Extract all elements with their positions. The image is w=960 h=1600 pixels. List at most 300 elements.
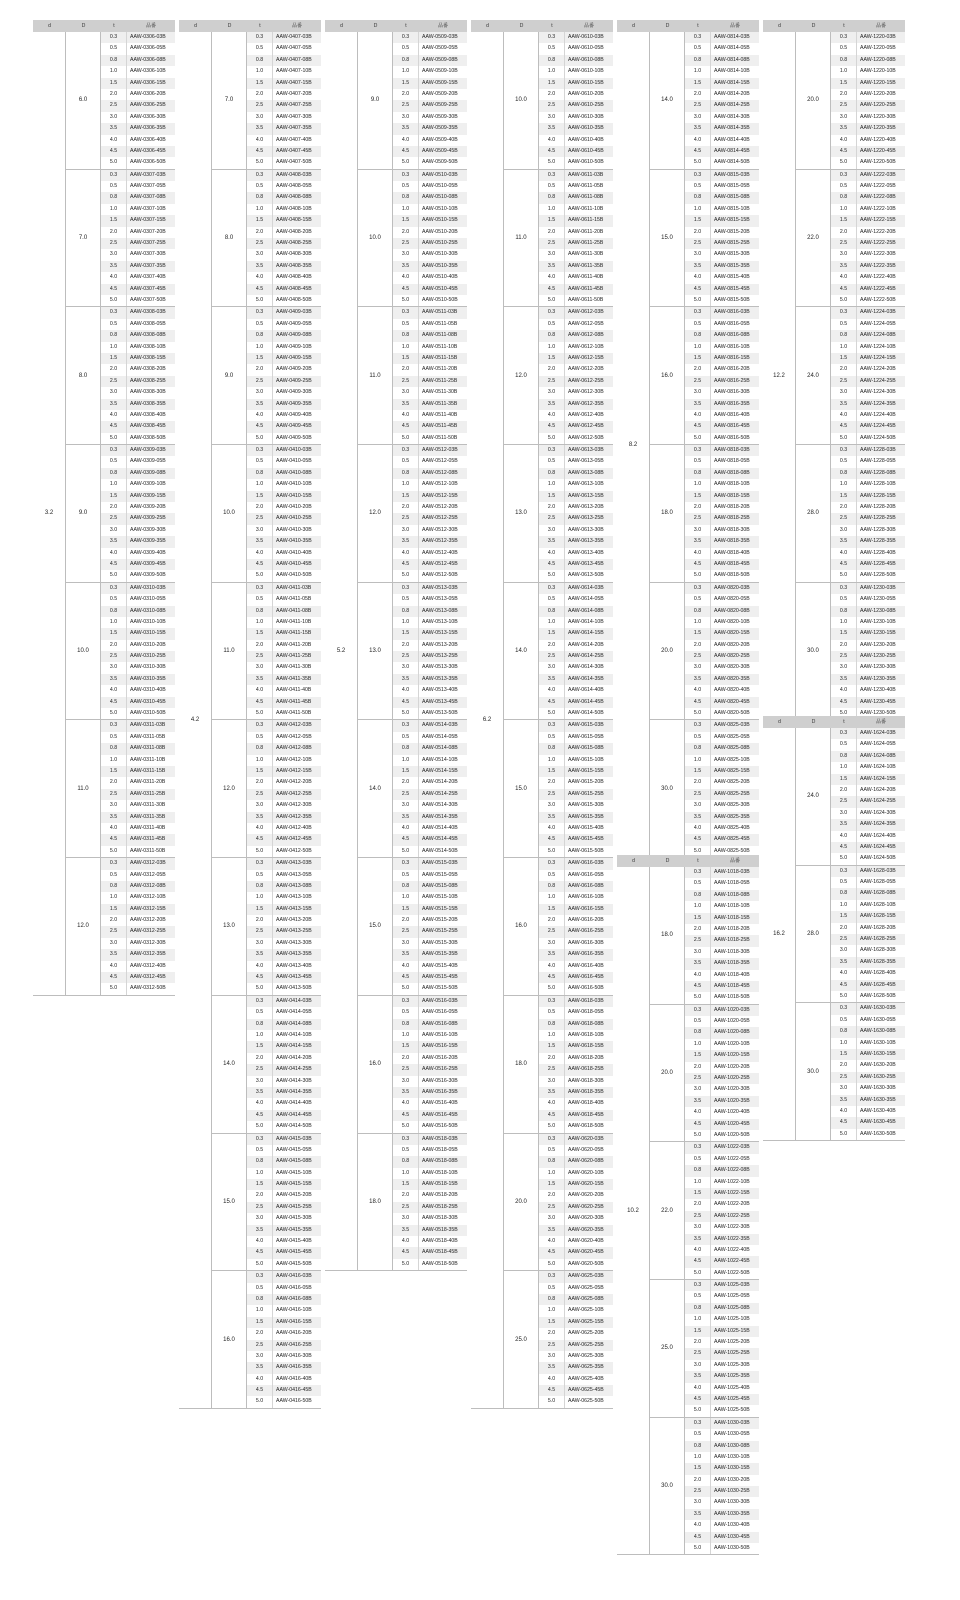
t-value: 2.0 — [101, 89, 127, 100]
t-value: 1.0 — [393, 479, 419, 490]
part-number: AAW-1030-15B — [714, 1465, 750, 1472]
rows — [247, 170, 321, 307]
D-value: 12.0 — [66, 858, 101, 995]
part-number: AAW-0513-20B — [422, 641, 458, 648]
t-value: 1.0 — [685, 1039, 711, 1050]
table-row — [539, 100, 613, 111]
t-value: 1.0 — [393, 617, 419, 628]
t-value: 0.3 — [247, 858, 273, 869]
part-number: AAW-0409-20B — [276, 366, 312, 373]
part-number: AAW-0511-30B — [422, 389, 458, 396]
t-value: 0.3 — [101, 445, 127, 456]
part-number: AAW-1222-03B — [860, 171, 896, 178]
part-number: AAW-0514-35B — [422, 813, 458, 820]
table-row — [539, 238, 613, 249]
table-row — [247, 410, 321, 421]
part-number: AAW-1222-05B — [860, 183, 896, 190]
t-value: 1.0 — [539, 1030, 565, 1041]
table-row — [101, 399, 175, 410]
t-value: 3.0 — [685, 662, 711, 673]
t-value: 4.0 — [831, 272, 857, 283]
t-value: 1.0 — [685, 617, 711, 628]
t-value: 5.0 — [685, 157, 711, 168]
table-row — [831, 100, 905, 111]
table-row — [247, 181, 321, 192]
part-number: AAW-0410-05B — [276, 458, 312, 465]
table-row — [831, 628, 905, 639]
part-number: AAW-1220-40B — [860, 136, 896, 143]
table-row — [831, 330, 905, 341]
part-number: AAW-0814-10B — [714, 68, 750, 75]
table-row — [685, 1005, 759, 1016]
part-number: AAW-0306-08B — [130, 56, 166, 63]
t-value: 2.0 — [247, 89, 273, 100]
table-row — [247, 926, 321, 937]
table-row — [393, 55, 467, 66]
table-row — [685, 935, 759, 946]
t-value: 5.0 — [247, 1121, 273, 1132]
rows — [539, 996, 613, 1133]
t-value: 1.5 — [393, 904, 419, 915]
table-row — [685, 1268, 759, 1279]
part-number: AAW-0310-45B — [130, 698, 166, 705]
table-row — [831, 204, 905, 215]
part-number: AAW-0613-40B — [568, 549, 604, 556]
table-row — [247, 146, 321, 157]
t-value: 5.0 — [539, 1259, 565, 1270]
part-number: AAW-0611-30B — [568, 251, 604, 258]
t-value: 0.5 — [247, 181, 273, 192]
part-number: AAW-0409-30B — [276, 389, 312, 396]
table-row — [247, 1317, 321, 1328]
header-D: D — [373, 23, 378, 29]
table-row — [539, 261, 613, 272]
t-value: 1.0 — [101, 479, 127, 490]
table-row — [101, 559, 175, 570]
t-value: 5.0 — [393, 983, 419, 994]
table-row — [685, 617, 759, 628]
rows — [247, 32, 321, 169]
part-number: AAW-0612-05B — [568, 320, 604, 327]
table-row — [831, 32, 905, 43]
t-value: 0.8 — [831, 888, 857, 899]
t-value: 4.5 — [685, 284, 711, 295]
part-number: AAW-0510-45B — [422, 285, 458, 292]
t-value: 0.8 — [831, 606, 857, 617]
header-part-number: 品番 — [583, 23, 594, 29]
t-value: 3.0 — [685, 249, 711, 260]
part-number: AAW-0311-40B — [130, 824, 166, 831]
part-number: AAW-1020-08B — [714, 1029, 750, 1036]
part-number: AAW-0518-40B — [422, 1238, 458, 1245]
part-number: AAW-0814-45B — [714, 147, 750, 154]
t-value: 1.0 — [247, 479, 273, 490]
part-number: AAW-0515-30B — [422, 939, 458, 946]
table-row — [393, 628, 467, 639]
t-value: 3.5 — [685, 674, 711, 685]
part-number: AAW-0612-25B — [568, 377, 604, 384]
part-number: AAW-0814-30B — [714, 113, 750, 120]
t-value: 1.5 — [685, 78, 711, 89]
t-value: 4.0 — [247, 548, 273, 559]
t-value: 4.0 — [101, 823, 127, 834]
part-number: AAW-0816-20B — [714, 366, 750, 373]
table-row — [539, 215, 613, 226]
part-number: AAW-0308-20B — [130, 366, 166, 373]
part-number: AAW-0415-45B — [276, 1249, 312, 1256]
table-row — [247, 78, 321, 89]
table-row — [685, 43, 759, 54]
table-row — [101, 570, 175, 581]
part-number: AAW-1230-40B — [860, 687, 896, 694]
t-value: 2.5 — [101, 238, 127, 249]
part-number: AAW-0625-08B — [568, 1295, 604, 1302]
header-t: t — [259, 23, 261, 29]
part-number: AAW-0815-35B — [714, 262, 750, 269]
table-row — [101, 583, 175, 594]
part-number: AAW-0815-20B — [714, 228, 750, 235]
part-number: AAW-1220-15B — [860, 79, 896, 86]
d-column-12.2 — [763, 20, 905, 720]
table-row — [393, 915, 467, 926]
table-row — [685, 594, 759, 605]
t-value: 0.5 — [393, 43, 419, 54]
table-row — [685, 1107, 759, 1118]
part-number: AAW-0509-03B — [422, 34, 458, 40]
table-row — [539, 583, 613, 594]
D-group — [358, 996, 467, 1134]
table-row — [685, 1177, 759, 1188]
header-d: d — [632, 858, 635, 864]
table-row — [247, 846, 321, 857]
t-value: 0.3 — [247, 1271, 273, 1282]
t-value: 4.0 — [685, 410, 711, 421]
t-value: 3.5 — [685, 536, 711, 547]
part-number: AAW-0825-20B — [714, 779, 750, 786]
part-number: AAW-0816-25B — [714, 377, 750, 384]
t-value: 0.3 — [393, 583, 419, 594]
table-row — [539, 536, 613, 547]
part-number: AAW-0412-30B — [276, 802, 312, 809]
t-value: 4.5 — [831, 697, 857, 708]
table-row — [393, 1259, 467, 1270]
table-row — [393, 307, 467, 318]
t-value: 1.5 — [831, 1049, 857, 1060]
t-value: 0.5 — [247, 1283, 273, 1294]
table-row — [393, 387, 467, 398]
part-number: AAW-1224-03B — [860, 309, 896, 316]
part-number: AAW-0510-20B — [422, 228, 458, 235]
t-value: 2.5 — [685, 651, 711, 662]
table-row — [247, 789, 321, 800]
part-number: AAW-0416-25B — [276, 1341, 312, 1348]
table-row — [101, 387, 175, 398]
table-row — [247, 100, 321, 111]
part-number: AAW-0408-03B — [276, 171, 312, 178]
table-row — [247, 112, 321, 123]
t-value: 4.0 — [247, 135, 273, 146]
table-row — [539, 570, 613, 581]
column-header — [763, 20, 905, 32]
t-value: 0.8 — [685, 330, 711, 341]
header-t: t — [843, 23, 845, 29]
part-number: AAW-0518-20B — [422, 1192, 458, 1199]
table-row — [685, 1497, 759, 1508]
t-value: 4.5 — [393, 834, 419, 845]
part-number: AAW-0516-15B — [422, 1043, 458, 1050]
t-value: 0.8 — [685, 192, 711, 203]
table-row — [247, 743, 321, 754]
rows — [831, 866, 905, 1003]
part-number: AAW-0408-30B — [276, 251, 312, 258]
part-number: AAW-0618-05B — [568, 1009, 604, 1016]
table-row — [247, 1053, 321, 1064]
table-row — [539, 295, 613, 306]
table-row — [685, 789, 759, 800]
D-group — [504, 996, 613, 1134]
t-value: 0.3 — [539, 720, 565, 731]
part-number: AAW-0620-40B — [568, 1238, 604, 1245]
table-row — [247, 387, 321, 398]
table-row — [247, 342, 321, 353]
part-number: AAW-0620-45B — [568, 1249, 604, 1256]
t-value: 1.0 — [831, 762, 857, 773]
d-column-8.2 — [617, 20, 759, 858]
part-number: AAW-0308-50B — [130, 434, 166, 441]
table-row — [539, 1362, 613, 1373]
part-number: AAW-1230-15B — [860, 630, 896, 637]
part-number: AAW-0825-50B — [714, 847, 750, 854]
t-value: 1.5 — [101, 904, 127, 915]
table-row — [831, 364, 905, 375]
table-row — [539, 640, 613, 651]
part-number: AAW-0825-05B — [714, 733, 750, 740]
table-row — [101, 146, 175, 157]
t-value: 1.5 — [247, 353, 273, 364]
t-value: 5.0 — [685, 708, 711, 719]
t-value: 0.8 — [101, 192, 127, 203]
part-number: AAW-1025-40B — [714, 1384, 750, 1391]
rows — [685, 1280, 759, 1417]
table-row — [247, 961, 321, 972]
part-number: AAW-1224-25B — [860, 377, 896, 384]
part-number: AAW-1628-08B — [860, 890, 896, 897]
table-row — [831, 284, 905, 295]
t-value: 4.5 — [539, 559, 565, 570]
table-row — [393, 1053, 467, 1064]
t-value: 2.0 — [831, 923, 857, 934]
table-row — [393, 949, 467, 960]
table-row — [685, 135, 759, 146]
part-number: AAW-0612-03B — [568, 309, 604, 316]
t-value: 0.8 — [685, 468, 711, 479]
part-number: AAW-0514-10B — [422, 756, 458, 763]
part-number: AAW-0818-20B — [714, 504, 750, 511]
part-number: AAW-1018-15B — [714, 914, 750, 921]
t-value: 4.0 — [539, 685, 565, 696]
D-group — [504, 32, 613, 170]
t-value: 4.5 — [685, 834, 711, 845]
part-number: AAW-0411-45B — [276, 698, 312, 705]
part-number: AAW-0510-40B — [422, 274, 458, 281]
part-number: AAW-0625-03B — [568, 1273, 604, 1280]
rows — [685, 307, 759, 444]
t-value: 4.5 — [539, 1247, 565, 1258]
table-row — [247, 227, 321, 238]
table-row — [393, 1041, 467, 1052]
part-number: AAW-0610-25B — [568, 102, 604, 109]
table-row — [539, 892, 613, 903]
part-number: AAW-0306-03B — [130, 34, 166, 40]
table-row — [101, 89, 175, 100]
table-row — [685, 992, 759, 1003]
part-number: AAW-0615-35B — [568, 813, 604, 820]
table-row — [831, 525, 905, 536]
D-stack — [358, 32, 467, 1271]
t-value: 2.5 — [685, 789, 711, 800]
t-value: 4.0 — [247, 823, 273, 834]
D-group — [796, 866, 905, 1004]
table-row — [101, 892, 175, 903]
rows — [685, 1142, 759, 1279]
part-number: AAW-0612-15B — [568, 354, 604, 361]
table-row — [393, 399, 467, 410]
part-number: AAW-0410-15B — [276, 492, 312, 499]
table-row — [393, 32, 467, 43]
t-value: 1.0 — [685, 342, 711, 353]
t-value: 4.5 — [393, 421, 419, 432]
t-value: 3.0 — [247, 387, 273, 398]
table-row — [247, 949, 321, 960]
table-row — [539, 1030, 613, 1041]
part-number: AAW-0307-35B — [130, 262, 166, 269]
t-value: 3.0 — [101, 112, 127, 123]
part-number: AAW-0516-30B — [422, 1077, 458, 1084]
D-value: 22.0 — [650, 1142, 685, 1279]
t-value: 1.5 — [685, 1188, 711, 1199]
part-number: AAW-0625-45B — [568, 1387, 604, 1394]
part-number: AAW-0309-10B — [130, 481, 166, 488]
t-value: 0.3 — [685, 867, 711, 878]
t-value: 1.5 — [101, 766, 127, 777]
t-value: 0.3 — [539, 32, 565, 43]
t-value: 3.0 — [539, 1213, 565, 1224]
part-number: AAW-0307-03B — [130, 171, 166, 178]
table-row — [247, 1283, 321, 1294]
rows — [831, 728, 905, 865]
t-value: 4.0 — [831, 410, 857, 421]
part-number: AAW-0825-35B — [714, 813, 750, 820]
table-row — [247, 238, 321, 249]
table-row — [393, 961, 467, 972]
header-d: d — [486, 23, 489, 29]
table-row — [831, 479, 905, 490]
part-number: AAW-0815-45B — [714, 285, 750, 292]
t-value: 5.0 — [831, 433, 857, 444]
t-value: 3.0 — [831, 1083, 857, 1094]
t-value: 1.5 — [539, 766, 565, 777]
part-number: AAW-0509-08B — [422, 56, 458, 63]
part-number: AAW-0408-20B — [276, 228, 312, 235]
t-value: 4.0 — [247, 1236, 273, 1247]
part-number: AAW-0311-08B — [130, 745, 166, 752]
t-value: 2.5 — [685, 935, 711, 946]
D-value: 9.0 — [66, 445, 101, 582]
part-number: AAW-0513-40B — [422, 687, 458, 694]
table-row — [539, 743, 613, 754]
part-number: AAW-1022-40B — [714, 1246, 750, 1253]
t-value: 1.5 — [539, 1041, 565, 1052]
table-row — [831, 387, 905, 398]
part-number: AAW-1020-45B — [714, 1120, 750, 1127]
part-number: AAW-0413-45B — [276, 974, 312, 981]
D-value: 22.0 — [796, 170, 831, 307]
rows — [539, 170, 613, 307]
t-value: 2.0 — [539, 1053, 565, 1064]
part-number: AAW-0613-35B — [568, 538, 604, 545]
part-number: AAW-0407-08B — [276, 56, 312, 63]
t-value: 4.5 — [539, 697, 565, 708]
part-number: AAW-0413-40B — [276, 962, 312, 969]
table-row — [101, 766, 175, 777]
t-value: 3.0 — [393, 112, 419, 123]
t-value: 4.5 — [831, 146, 857, 157]
part-number: AAW-0816-45B — [714, 423, 750, 430]
t-value: 0.3 — [247, 445, 273, 456]
t-value: 3.5 — [101, 123, 127, 134]
table-row — [539, 1121, 613, 1132]
part-number: AAW-0411-40B — [276, 687, 312, 694]
table-row — [247, 685, 321, 696]
part-number: AAW-1025-30B — [714, 1361, 750, 1368]
t-value: 3.5 — [247, 1362, 273, 1373]
table-row — [247, 766, 321, 777]
t-value: 1.0 — [247, 204, 273, 215]
table-row — [539, 204, 613, 215]
t-value: 2.5 — [539, 376, 565, 387]
table-row — [685, 387, 759, 398]
table-row — [393, 972, 467, 983]
t-value: 1.5 — [539, 215, 565, 226]
header-d: d — [778, 719, 781, 725]
t-value: 3.5 — [393, 536, 419, 547]
part-number: AAW-0818-30B — [714, 526, 750, 533]
t-value: 0.8 — [685, 1027, 711, 1038]
table-row — [247, 1328, 321, 1339]
table-row — [101, 55, 175, 66]
table-row — [539, 1236, 613, 1247]
part-number: AAW-1018-30B — [714, 948, 750, 955]
t-value: 4.0 — [539, 1236, 565, 1247]
part-number: AAW-0625-30B — [568, 1352, 604, 1359]
part-number: AAW-0408-05B — [276, 183, 312, 190]
part-number: AAW-1020-35B — [714, 1097, 750, 1104]
t-value: 1.0 — [393, 1168, 419, 1179]
table-row — [393, 295, 467, 306]
D-value: 13.0 — [504, 445, 539, 582]
t-value: 1.0 — [247, 892, 273, 903]
part-number: AAW-0514-50B — [422, 847, 458, 854]
t-value: 5.0 — [539, 570, 565, 581]
part-number: AAW-1018-40B — [714, 971, 750, 978]
table-row — [101, 307, 175, 318]
table-row — [247, 295, 321, 306]
part-number: AAW-0306-50B — [130, 159, 166, 166]
part-number: AAW-0820-45B — [714, 698, 750, 705]
t-value: 1.0 — [539, 755, 565, 766]
part-number: AAW-0825-15B — [714, 768, 750, 774]
part-number: AAW-0306-25B — [130, 102, 166, 109]
